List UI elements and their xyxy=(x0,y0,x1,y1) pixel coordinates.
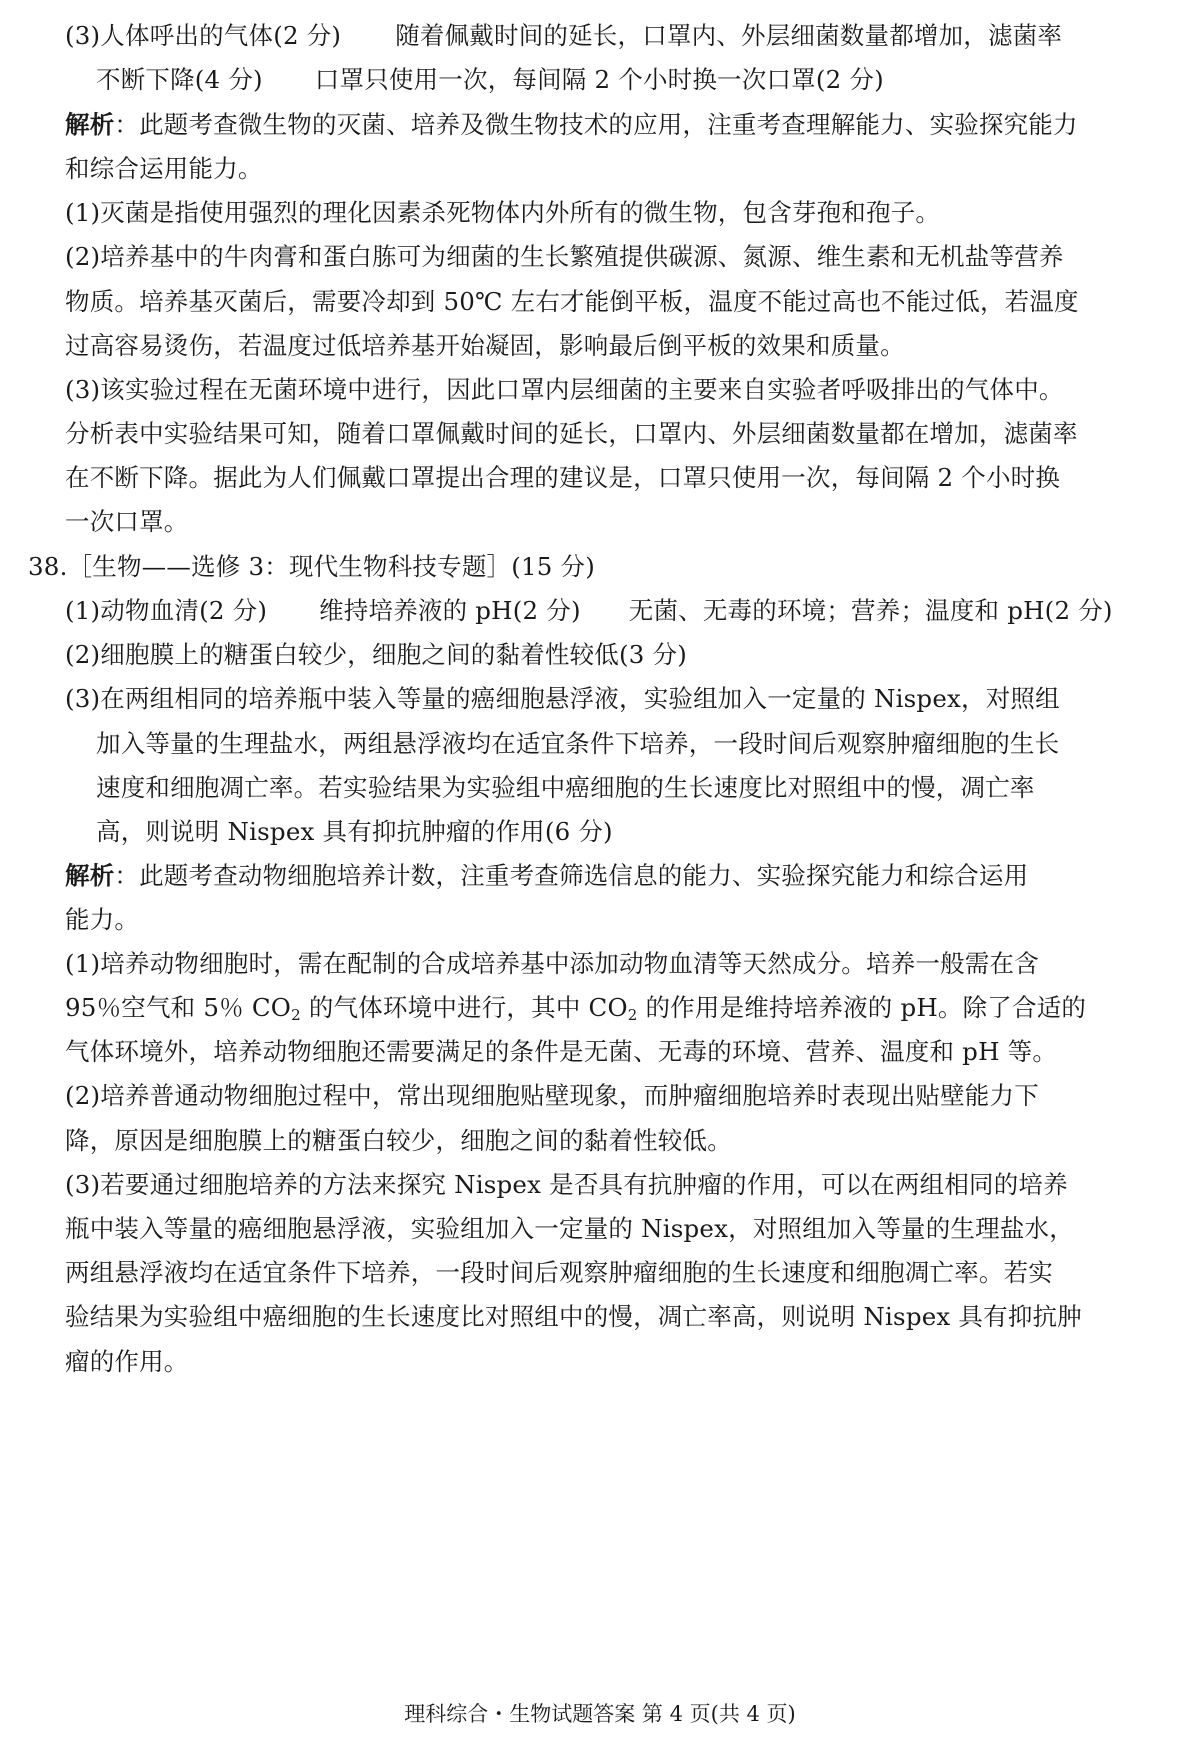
analysis2-p2-line1: (2)培养普通动物细胞过程中，常出现细胞贴壁现象，而肿瘤细胞培养时表现出贴壁能力下 xyxy=(65,1081,1039,1110)
q37-answer-3-part-b: 随着佩戴时间的延长，口罩内、外层细菌数量都增加，滤菌率 xyxy=(395,21,1063,50)
q38-answer-1-c: 无菌、无毒的环境；营养；温度和 pH(2 分) xyxy=(628,596,1113,625)
q37-answer-3-part-c: 不断下降(4 分) xyxy=(96,65,263,94)
analysis1-p2-line3: 过高容易烫伤，若温度过低培养基开始凝固，影响最后倒平板的效果和质量。 xyxy=(65,331,905,360)
analysis2-intro-text: ：此题考查动物细胞培养计数，注重考查筛选信息的能力、实验探究能力和综合运用 xyxy=(114,861,1029,890)
analysis1-p3-line4: 一次口罩。 xyxy=(65,507,189,536)
analysis1-intro-text: ：此题考查微生物的灭菌、培养及微生物技术的应用，注重考查理解能力、实验探究能力 xyxy=(114,110,1078,139)
q38-answer-2: (2)细胞膜上的糖蛋白较少，细胞之间的黏着性较低(3 分) xyxy=(65,640,687,669)
analysis1-p2-line1: (2)培养基中的牛肉膏和蛋白胨可为细菌的生长繁殖提供碳源、氮源、维生素和无机盐等营养 xyxy=(65,242,1064,271)
analysis2-p3-line1: (3)若要通过细胞培养的方法来探究 Nispex 是否具有抗肿瘤的作用，可以在两组相同的培养 xyxy=(65,1170,1068,1199)
page-footer: 理科综合・生物试题答案 第 4 页(共 4 页) xyxy=(404,1702,796,1726)
analysis1-p1: (1)灭菌是指使用强烈的理化因素杀死物体内外所有的微生物，包含芽孢和孢子。 xyxy=(65,198,941,227)
analysis2-intro-line1 xyxy=(65,860,1028,892)
analysis1-p3-line1: (3)该实验过程在无菌环境中进行，因此口罩内层细菌的主要来自实验者呼吸排出的气体中。 xyxy=(65,375,1064,404)
analysis1-label: 解析 xyxy=(65,110,115,139)
analysis1-intro-line2: 和综合运用能力。 xyxy=(65,154,263,183)
analysis1-p2-line2: 物质。培养基灭菌后，需要冷却到 50℃ 左右才能倒平板，温度不能过高也不能过低，若温度 xyxy=(65,287,1079,316)
co2-subscript: 2 xyxy=(291,1006,301,1024)
analysis2-p1-line2-b: 的气体环境中进行，其中 CO xyxy=(300,993,628,1022)
q37-answer-3-line1 xyxy=(65,20,1062,52)
q38-answer-3-line1: (3)在两组相同的培养瓶中装入等量的癌细胞悬浮液，实验组加入一定量的 Nispex，对照组 xyxy=(65,684,1060,713)
analysis1-p3-line2: 分析表中实验结果可知，随着口罩佩戴时间的延长，口罩内、外层细菌数量都在增加，滤菌率 xyxy=(65,419,1078,448)
q38-answer-3-line4: 高，则说明 Nispex 具有抑抗肿瘤的作用(6 分) xyxy=(96,817,613,846)
analysis2-p3-line4: 验结果为实验组中癌细胞的生长速度比对照组中的慢，凋亡率高，则说明 Nispex 具有抑抗肿 xyxy=(65,1302,1082,1331)
analysis1-intro-line1 xyxy=(65,109,1078,141)
q37-answer-3-part-d: 口罩只使用一次，每间隔 2 个小时换一次口罩(2 分) xyxy=(314,65,884,94)
q37-answer-3-part-a: (3)人体呼出的气体(2 分) xyxy=(65,21,342,50)
analysis2-p3-line5: 瘤的作用。 xyxy=(65,1347,189,1376)
analysis1-p3-line3: 在不断下降。据此为人们佩戴口罩提出合理的建议是，口罩只使用一次，每间隔 2 个小时换 xyxy=(65,463,1061,492)
analysis2-p3-line3: 两组悬浮液均在适宜条件下培养，一段时间后观察肿瘤细胞的生长速度和细胞凋亡率。若实 xyxy=(65,1258,1053,1287)
analysis2-p1-line2-c: 的作用是维持培养液的 pH。除了合适的 xyxy=(637,993,1087,1022)
q37-answer-3-line2 xyxy=(96,64,884,96)
analysis2-intro-line2: 能力。 xyxy=(65,905,140,934)
analysis2-p3-line2: 瓶中装入等量的癌细胞悬浮液，实验组加入一定量的 Nispex，对照组加入等量的生理盐水， xyxy=(65,1214,1074,1243)
analysis2-p2-line2: 降，原因是细胞膜上的糖蛋白较少，细胞之间的黏着性较低。 xyxy=(65,1126,732,1155)
q38-answer-3-line2: 加入等量的生理盐水，两组悬浮液均在适宜条件下培养，一段时间后观察肿瘤细胞的生长 xyxy=(96,729,1060,758)
analysis2-p1-line1: (1)培养动物细胞时，需在配制的合成培养基中添加动物血清等天然成分。培养一般需在含 xyxy=(65,949,1039,978)
q38-answer-3-line3: 速度和细胞凋亡率。若实验结果为实验组中癌细胞的生长速度比对照组中的慢，凋亡率 xyxy=(96,773,1035,802)
q38-answer-1-a: (1)动物血清(2 分) xyxy=(65,596,268,625)
q38-answer-1-b: 维持培养液的 pH(2 分) xyxy=(319,596,581,625)
q38-heading: 38.［生物——选修 3：现代生物科技专题］(15 分) xyxy=(28,552,596,581)
co2-subscript-2: 2 xyxy=(627,1006,638,1024)
q38-answer-1 xyxy=(65,595,1113,627)
analysis2-p1-line2 xyxy=(65,992,1086,1031)
analysis2-p1-line2-a: 95％空气和 5％ CO xyxy=(65,993,292,1022)
analysis2-p1-line3: 气体环境外，培养动物细胞还需要满足的条件是无菌、无毒的环境、营养、温度和 pH 等。 xyxy=(65,1037,1058,1066)
analysis2-label: 解析 xyxy=(65,861,115,890)
